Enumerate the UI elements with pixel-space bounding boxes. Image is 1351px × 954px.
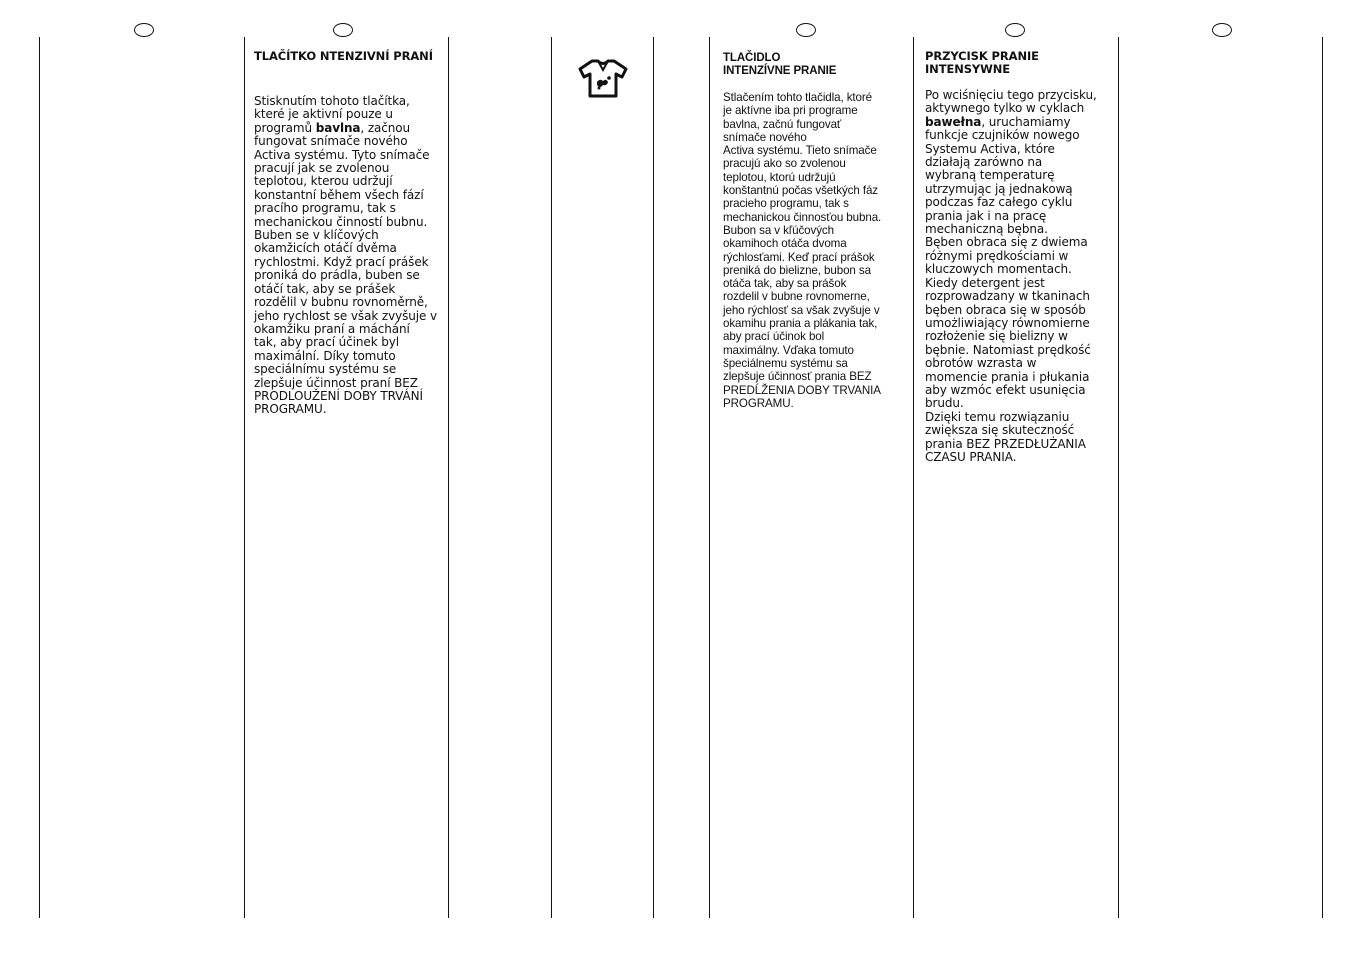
body-text: , uruchamiamy funkcje czujników nowego Systemu Activa, które działają zarówno na wybraną temperaturę utrzymując ją jednakową podczas faz całego cyklu prania jak i na pracę mechaniczną bębna. Bęben obraca się z dwiema różnymi prędkościami w kluczowych momentach. Kiedy detergent jest rozprowadzany w tkaninach bęben obraca się w sposób umożliwiający równomierne rozłożenie się bielizny w bębnie. Natomiast prędkość obrotów wzrasta w momencie prania i płukania aby wzmóc efekt usunięcia brudu. Dzięki temu rozwiązaniu zwiększa się skuteczność prania BEZ PRZEDŁUŻANIA CZASU PRANIA. bbox=[925, 114, 1091, 464]
language-marker bbox=[333, 23, 353, 37]
language-marker bbox=[1212, 23, 1232, 37]
column-divider bbox=[39, 37, 40, 918]
section-body: Stlačením tohto tlačidla, ktoré je aktívne iba pri programe bavlna, začnú fungovať snímače nového Activa systému. Tieto snímače pracujú ako so zvolenou teplotou, ktorú udržujú konštantnú počas všetkých fáz pracieho programu, tak s mechanickou činnosťou bubna. Bubon sa v kľúčových okamihoch otáča dvoma rýchlosťami. Keď prací prášok preniká do bielizne, bubon sa otáča tak, aby sa prášok rozdelil v bubne rovnomerne, jeho rýchlosť sa však zvyšuje v okamihu prania a plákania tak, aby prací účinok bol maximálny. Vďaka tomuto špeciálnemu systému sa zlepšuje účinnosť prania BEZ PREDĹŽENIA DOBY TRVANIA PROGRAMU. bbox=[723, 91, 882, 410]
language-marker bbox=[1005, 23, 1025, 37]
column-divider bbox=[709, 37, 710, 918]
body-text: Stisknutím tohoto tlačítka, které je aktivní pouze u programů bbox=[254, 94, 410, 135]
body-bold-term: bavlna bbox=[315, 120, 361, 135]
column-czech bbox=[254, 50, 444, 417]
column-divider bbox=[448, 37, 449, 918]
page-edge bbox=[551, 37, 552, 918]
column-polish bbox=[925, 50, 1113, 464]
body-text: , začnou fungovat snímače nového Activa systému. Tyto snímače pracují jak se zvolenou teplotou, kterou udržují konstantní během všech fází pracího programu, tak s mechanickou činností bubnu. Buben se v klíčových okamžicích otáčí dvěma rychlostmi. Když prací prášek proniká do prádla, buben se otáčí tak, aby se prášek rozdělil v bubnu rovnoměrně, jeho rychlost se však zvyšuje v okamžiku praní a máchání tak, aby prací účinek byl maximální. Díky tomuto speciálnímu systému se zlepšuje účinnost praní BEZ PRODLOUŽENÍ DOBY TRVÁNÍ PROGRAMU. bbox=[254, 120, 437, 417]
intensive-wash-shirt-icon bbox=[578, 58, 628, 98]
column-divider bbox=[913, 37, 914, 918]
section-body bbox=[254, 95, 444, 417]
section-heading: TLAČIDLO INTENZÍVNE PRANIE bbox=[723, 52, 837, 77]
column-divider bbox=[1322, 37, 1323, 918]
column-slovak bbox=[723, 52, 908, 410]
language-marker bbox=[134, 23, 154, 37]
section-heading: TLAČÍTKO NTENZIVNÍ PRANÍ bbox=[254, 49, 433, 63]
language-marker bbox=[796, 23, 816, 37]
body-bold-term: bawełna bbox=[925, 114, 982, 129]
column-divider bbox=[653, 37, 654, 918]
body-text: Po wciśnięciu tego przycisku, aktywnego tylko w cyklach bbox=[925, 88, 1097, 116]
column-divider bbox=[244, 37, 245, 918]
column-divider bbox=[1118, 37, 1119, 918]
section-body bbox=[925, 89, 1113, 464]
section-heading: PRZYCISK PRANIE INTENSYWNE bbox=[925, 49, 1039, 76]
